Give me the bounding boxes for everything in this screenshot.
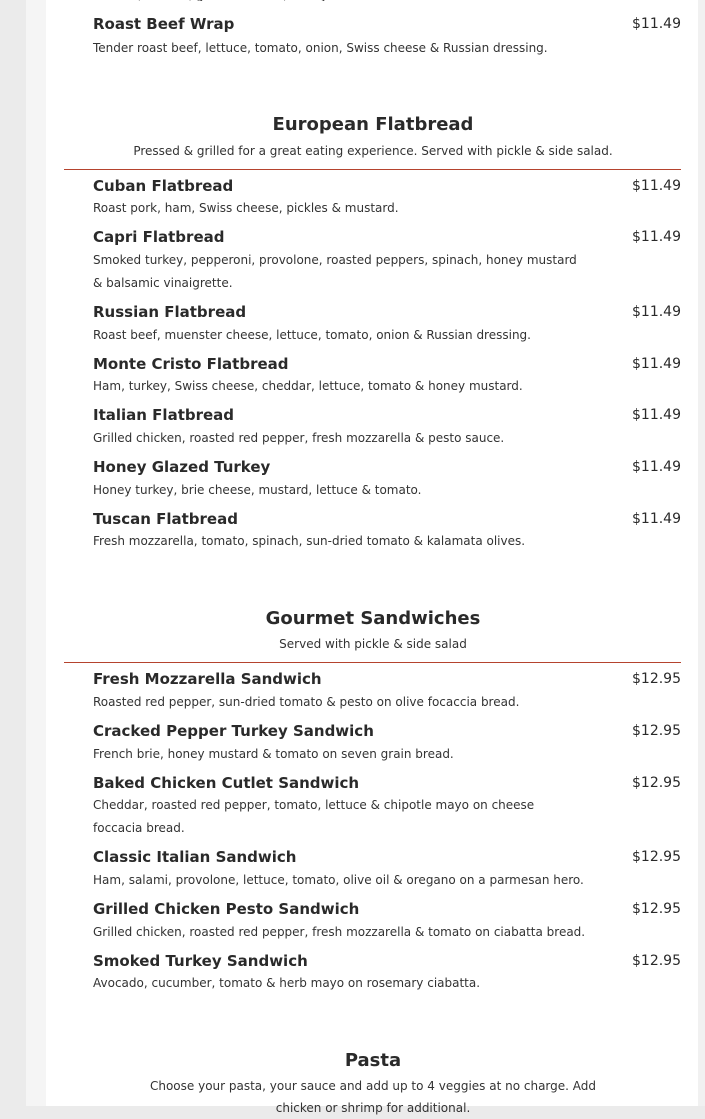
- item-price: $11.49: [632, 511, 681, 527]
- item-description: Roast pork, ham, Swiss cheese, pickles & mustard.: [93, 201, 399, 215]
- section-divider: [64, 662, 681, 663]
- item-description: Honey turkey, brie cheese, mustard, lettuce & tomato.: [93, 483, 422, 497]
- item-description: Fresh mozzarella, tomato, spinach, sun-dried tomato & kalamata olives.: [93, 534, 526, 548]
- section-subtitle: Choose your pasta, your sauce and add up to 4 veggies at no charge. Add chicken or shrimp for additional.: [149, 1079, 597, 1115]
- item-price: $12.95: [632, 723, 681, 739]
- item-name: Honey Glazed Turkey: [93, 458, 271, 476]
- item-price: $11.49: [632, 407, 681, 423]
- item-description: French brie, honey mustard & tomato on seven grain bread.: [93, 747, 454, 761]
- item-name: Cuban Flatbread: [93, 177, 234, 195]
- item-name: Classic Italian Sandwich: [93, 848, 297, 866]
- item-name: Grilled Chicken Pesto Sandwich: [93, 900, 360, 918]
- section-subtitle: Served with pickle & side salad: [279, 637, 467, 651]
- section-title-flatbread: European Flatbread: [272, 114, 474, 135]
- item-price: $11.49: [632, 16, 681, 32]
- section-divider: [64, 169, 681, 170]
- item-description: Grilled chicken, roasted red pepper, fresh mozzarella & pesto sauce.: [93, 431, 505, 445]
- page-margin: [26, 0, 46, 1106]
- section-title-sandwiches: Gourmet Sandwiches: [265, 608, 481, 629]
- item-price: $11.49: [632, 356, 681, 372]
- item-name: Fresh Mozzarella Sandwich: [93, 670, 322, 688]
- item-description: Avocado, cucumber, tomato & herb mayo on rosemary ciabatta.: [93, 976, 481, 990]
- item-name: Italian Flatbread: [93, 406, 235, 424]
- item-name: Cracked Pepper Turkey Sandwich: [93, 722, 374, 740]
- item-description: Cheddar, roasted red pepper, tomato, lettuce & chipotle mayo on cheese foccacia bread.: [93, 798, 535, 835]
- item-price: $11.49: [632, 304, 681, 320]
- item-name: Russian Flatbread: [93, 303, 247, 321]
- section-title-pasta: Pasta: [344, 1050, 402, 1071]
- item-name: Capri Flatbread: [93, 228, 225, 246]
- item-name: Monte Cristo Flatbread: [93, 355, 289, 373]
- item-price: $12.95: [632, 901, 681, 917]
- item-description: Tender roast beef, lettuce, tomato, onion, Swiss cheese & Russian dressing.: [93, 41, 548, 55]
- item-price: $11.49: [632, 459, 681, 475]
- item-name: Smoked Turkey Sandwich: [93, 952, 308, 970]
- item-price: $12.95: [632, 953, 681, 969]
- item-description: Roasted red pepper, sun-dried tomato & pesto on olive focaccia bread.: [93, 695, 520, 709]
- left-gutter: [0, 0, 26, 1106]
- cut-off-description: [93, 0, 593, 1]
- item-description: Roast beef, muenster cheese, lettuce, tomato, onion & Russian dressing.: [93, 328, 531, 342]
- item-name: Roast Beef Wrap: [93, 15, 235, 33]
- item-price: $11.49: [632, 229, 681, 245]
- item-description: Grilled chicken, roasted red pepper, fresh mozzarella & tomato on ciabatta bread.: [93, 925, 586, 939]
- item-price: $12.95: [632, 775, 681, 791]
- item-price: $11.49: [632, 178, 681, 194]
- item-price: $12.95: [632, 849, 681, 865]
- item-price: $12.95: [632, 671, 681, 687]
- item-name: Baked Chicken Cutlet Sandwich: [93, 774, 360, 792]
- item-description: Ham, salami, provolone, lettuce, tomato, olive oil & oregano on a parmesan hero.: [93, 873, 584, 887]
- scrollbar-track[interactable]: [698, 0, 705, 1106]
- item-name: Tuscan Flatbread: [93, 510, 238, 528]
- item-description: Smoked turkey, pepperoni, provolone, roasted peppers, spinach, honey mustard & balsamic vinaigrette.: [93, 253, 577, 290]
- item-description: Ham, turkey, Swiss cheese, cheddar, lettuce, tomato & honey mustard.: [93, 379, 523, 393]
- section-subtitle: Pressed & grilled for a great eating experience. Served with pickle & side salad.: [133, 144, 613, 158]
